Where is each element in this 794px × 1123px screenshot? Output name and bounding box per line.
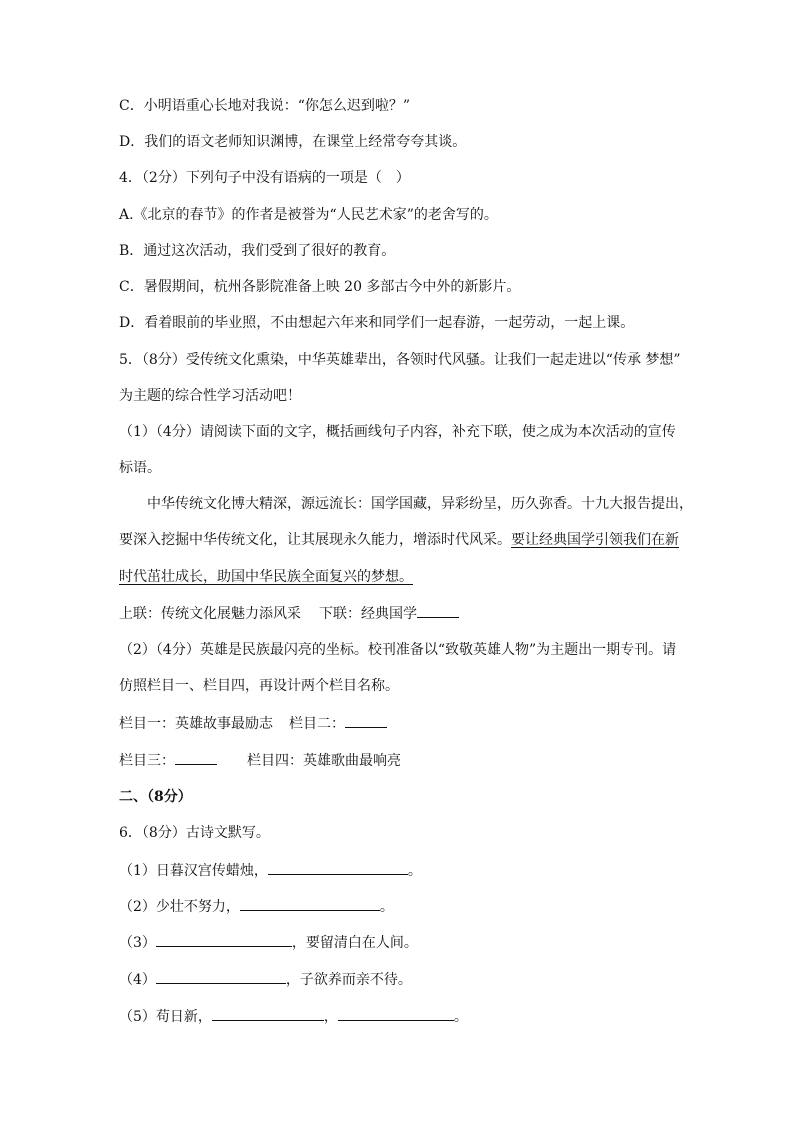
- column-2-blank[interactable]: [345, 713, 387, 728]
- q6-line-3: [119, 932, 679, 952]
- column-2-label: 栏目二：: [289, 716, 345, 732]
- passage-underlined-sentence-end: 时代茁壮成长，助国中华民族全面复兴的梦想。: [119, 569, 413, 585]
- q5-part1-stem-line-2: 标语。: [119, 460, 161, 476]
- q4-stem: 4．（2分）下列句子中没有语病的一项是（ ）: [119, 170, 410, 186]
- couplet-upper: 上联：传统文化展魅力添风采: [119, 606, 301, 622]
- q6-line-3-text: ，要留清白在人间。: [291, 935, 418, 951]
- q6-line-3-number: （3）: [119, 935, 156, 951]
- q6-line-4-blank[interactable]: [156, 969, 286, 984]
- q3-option-c: C．小明语重心长地对我说：“你怎么迟到啦？”: [119, 98, 411, 114]
- column-1: 栏目一：英雄故事最励志: [119, 716, 273, 732]
- q5-stem-line-2: 为主题的综合性学习活动吧！: [119, 388, 301, 404]
- q6-line-2-blank[interactable]: [240, 896, 380, 911]
- q6-line-1: [119, 860, 679, 880]
- q4-option-c: C．暑假期间，杭州各影院准备上映 20 多部古今中外的新影片。: [119, 279, 521, 295]
- q6-line-2: [119, 896, 679, 916]
- q5-part2-stem-line-1: （2）（4分）英雄是民族最闪亮的坐标。校刊准备以“致敬英雄人物”为主题出一期专刊。请: [119, 642, 677, 658]
- q6-line-3-blank[interactable]: [156, 932, 292, 947]
- q6-line-4-number: （4）: [119, 972, 156, 988]
- q6-line-1-end: 。: [407, 863, 422, 879]
- q6-line-4: [119, 969, 679, 989]
- columns-row-2: [119, 750, 679, 770]
- couplet-answer-blank[interactable]: [417, 603, 459, 618]
- q6-line-1-prompt: （1）日暮汉宫传蜡烛，: [119, 863, 268, 879]
- passage-line-2: [119, 530, 679, 550]
- passage-underlined-sentence-start: 要让经典国学引领我们在新: [511, 532, 679, 548]
- passage-line-1: 中华传统文化博大精深，源远流长：国学国藏，异彩纷呈，历久弥香。十九大报告提出，: [147, 496, 693, 512]
- q5-part1-stem-line-1: （1）（4分）请阅读下面的文字，概括画线句子内容，补充下联，使之成为本次活动的宣传: [119, 424, 676, 440]
- q6-line-4-text: ，子欲养而亲不待。: [285, 972, 412, 988]
- q6-line-5-end: 。: [453, 1009, 468, 1025]
- q5-part2-stem-line-2: 仿照栏目一、栏目四，再设计两个栏目名称。: [119, 678, 399, 694]
- column-3-label: 栏目三：: [119, 753, 175, 769]
- couplet-line: [119, 603, 679, 623]
- q4-option-a: A.《北京的春节》的作者是被誉为“人民艺术家”的老舍写的。: [119, 207, 498, 223]
- q4-option-d: D．看着眼前的毕业照，不由想起六年来和同学们一起春游，一起劳动，一起上课。: [119, 315, 635, 331]
- q6-line-1-blank[interactable]: [268, 860, 408, 875]
- columns-row-1: [119, 713, 679, 733]
- passage-line-2-plain: 要深入挖掘中华传统文化，让其展现永久能力，增添时代风采。: [119, 532, 511, 548]
- q6-line-5-blank-1[interactable]: [212, 1006, 324, 1021]
- q6-line-5: [119, 1006, 679, 1026]
- q3-option-d: D．我们的语文老师知识渊博，在课堂上经常夸夸其谈。: [119, 134, 467, 150]
- column-3-blank[interactable]: [175, 750, 217, 765]
- couplet-lower: 下联：经典国学: [319, 606, 417, 622]
- q5-stem-line-1: 5．（8分）受传统文化熏染，中华英雄辈出，各领时代风骚。让我们一起走进以“传承 梦想”: [119, 352, 681, 368]
- q6-line-5-comma: ，: [323, 1009, 338, 1025]
- q6-line-2-end: 。: [379, 899, 394, 915]
- q4-option-b: B．通过这次活动，我们受到了很好的教育。: [119, 243, 396, 259]
- q6-line-2-prompt: （2）少壮不努力，: [119, 899, 240, 915]
- q6-line-5-blank-2[interactable]: [338, 1006, 454, 1021]
- passage-line-3: [119, 567, 679, 587]
- column-4: 栏目四：英雄歌曲最响亮: [247, 753, 401, 769]
- section-2-heading: 二、（8分）: [119, 789, 192, 805]
- q6-line-5-prompt: （5）苟日新，: [119, 1009, 212, 1025]
- q6-stem: 6．（8分）古诗文默写。: [119, 825, 270, 841]
